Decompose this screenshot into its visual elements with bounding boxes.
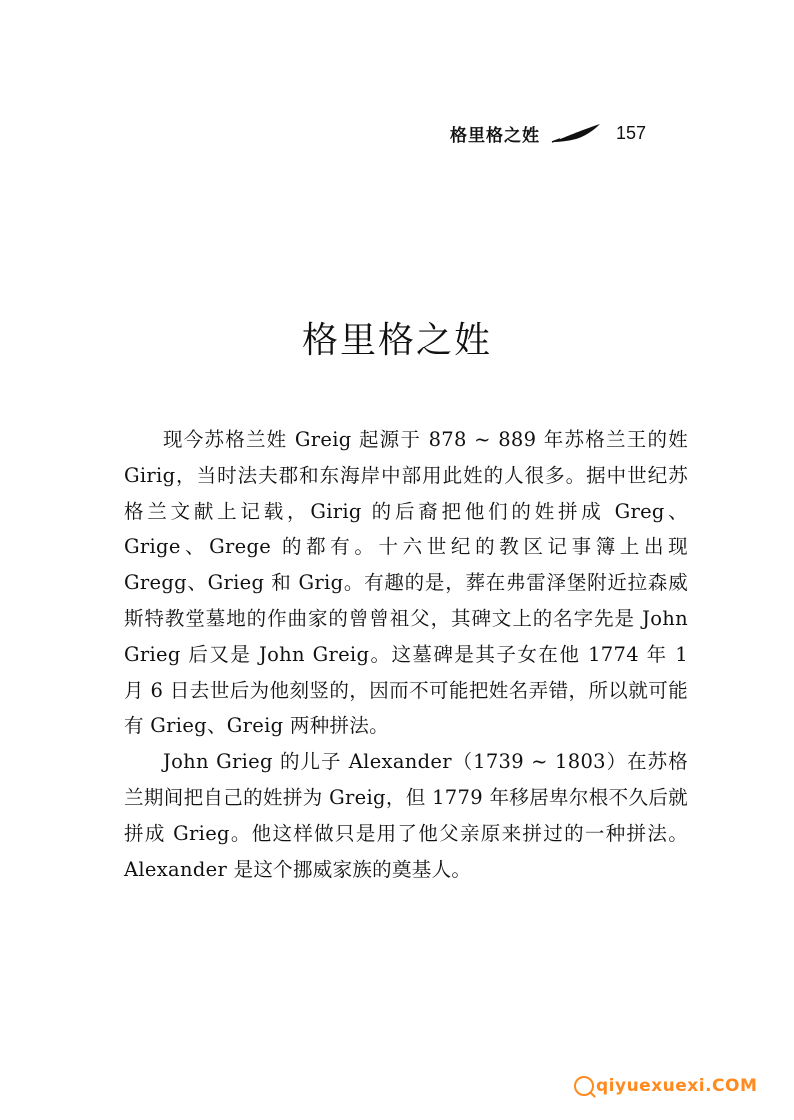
watermark-logo-icon <box>574 1076 594 1096</box>
site-watermark <box>574 1076 757 1096</box>
watermark-text: qiyuexuexi.COM <box>596 1076 758 1096</box>
body-text <box>124 422 688 887</box>
running-title: 格里格之姓 <box>449 125 540 146</box>
running-header <box>450 118 646 148</box>
paragraph-2: John Grieg 的儿子 Alexander（1739 ~ 1803）在苏格兰期间把自己的姓拼为 Greig，但 1779 年移居卑尔根不久后就拼成 Grieg。他这样做只是用了他父亲原来拼过的一种拼法。Alexander 是这个挪威家族的奠基人。 <box>124 750 688 881</box>
chapter-title: 格里格之姓 <box>301 320 492 362</box>
feather-quill-icon <box>550 122 602 144</box>
paragraph-1: 现今苏格兰姓 Greig 起源于 878 ~ 889 年苏格兰王的姓 Girig，当时法夫郡和东海岸中部用此姓的人很多。据中世纪苏格兰文献上记载，Girig 的后裔把他们的姓拼成 Greg、Grige、Grege 的都有。十六世纪的教区记事簿上出现 Gregg、Grieg 和 Grig。有趣的是，葬在弗雷泽堡附近拉森威斯特教堂墓地的作曲家的曾曾祖父，其碑文上的名字先是 John Grieg 后又是 John Greig。这墓碑是其子女在他 1774 年 1 月 6 日去世后为他刻竖的，因而不可能把姓名弄错，所以就可能有 Grieg、Greig 两种拼法。 <box>124 428 688 738</box>
page-number: 157 <box>615 122 646 143</box>
